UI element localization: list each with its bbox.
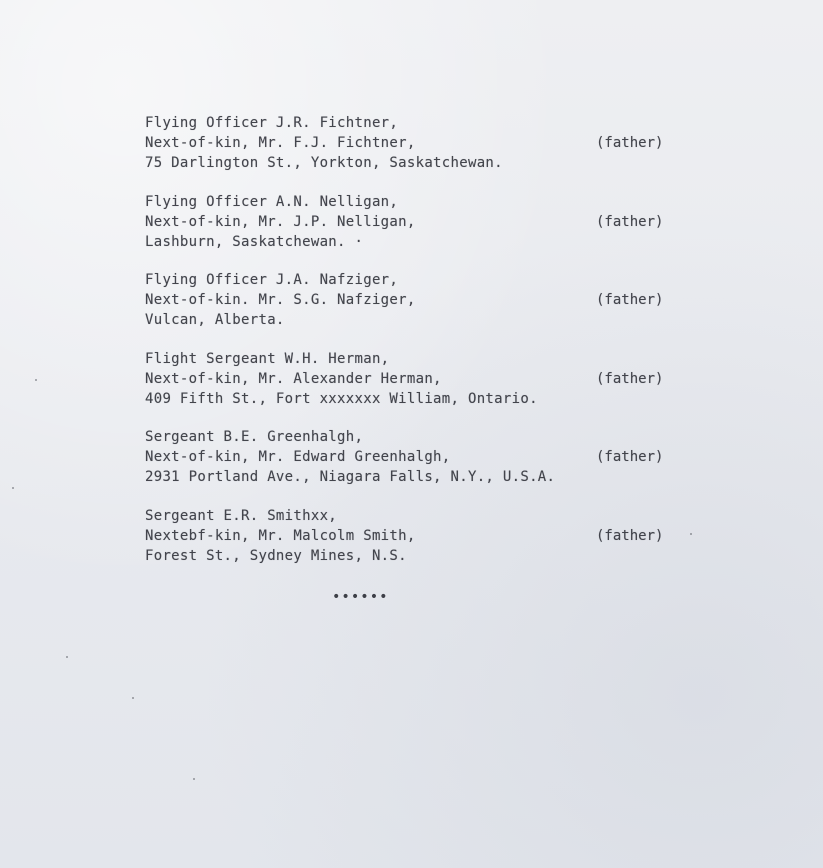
paper-speck	[35, 379, 37, 381]
address: 409 Fifth St., Fort xxxxxxx William, Ontario.	[145, 390, 538, 407]
next-of-kin: Next-of-kin, Mr. F.J. Fichtner,	[145, 135, 416, 151]
end-of-list-mark: ••••••	[332, 589, 389, 605]
relation-label: (father)	[596, 135, 664, 151]
list-entry	[145, 113, 685, 192]
relation-label: (father)	[596, 449, 664, 465]
list-entry	[145, 427, 685, 506]
rank-name: Flying Officer A.N. Nelligan,	[145, 193, 399, 210]
next-of-kin: Next-of-kin, Mr. Edward Greenhalgh,	[145, 449, 451, 465]
relation-label: (father)	[596, 292, 664, 308]
list-entry	[145, 192, 685, 271]
paper-speck	[132, 697, 134, 699]
address: Lashburn, Saskatchewan. ·	[145, 233, 364, 250]
address: 2931 Portland Ave., Niagara Falls, N.Y., U.S.A.	[145, 469, 556, 485]
relation-label: (father)	[596, 527, 664, 544]
relation-label: (father)	[596, 370, 664, 387]
paper-speck	[66, 656, 68, 658]
paper-speck	[12, 487, 14, 489]
casualty-list	[145, 113, 685, 584]
list-entry	[145, 349, 685, 428]
rank-name: Sergeant B.E. Greenhalgh,	[145, 429, 364, 445]
address: Vulcan, Alberta.	[145, 312, 285, 328]
address: 75 Darlington St., Yorkton, Saskatchewan.	[145, 155, 503, 171]
next-of-kin: Next-of-kin. Mr. S.G. Nafziger,	[145, 292, 416, 308]
list-entry	[145, 506, 685, 585]
next-of-kin: Next-of-kin, Mr. Alexander Herman,	[145, 370, 442, 387]
next-of-kin: Next-of-kin, Mr. J.P. Nelligan,	[145, 213, 416, 230]
paper-speck	[690, 533, 692, 535]
rank-name: Sergeant E.R. Smithxx,	[145, 507, 338, 524]
relation-label: (father)	[596, 213, 664, 230]
rank-name: Flying Officer J.R. Fichtner,	[145, 115, 399, 131]
paper-speck	[193, 778, 195, 780]
next-of-kin: Nextebf-kin, Mr. Malcolm Smith,	[145, 527, 416, 544]
rank-name: Flying Officer J.A. Nafziger,	[145, 272, 399, 288]
rank-name: Flight Sergeant W.H. Herman,	[145, 350, 390, 367]
list-entry	[145, 270, 685, 349]
address: Forest St., Sydney Mines, N.S.	[145, 547, 407, 564]
